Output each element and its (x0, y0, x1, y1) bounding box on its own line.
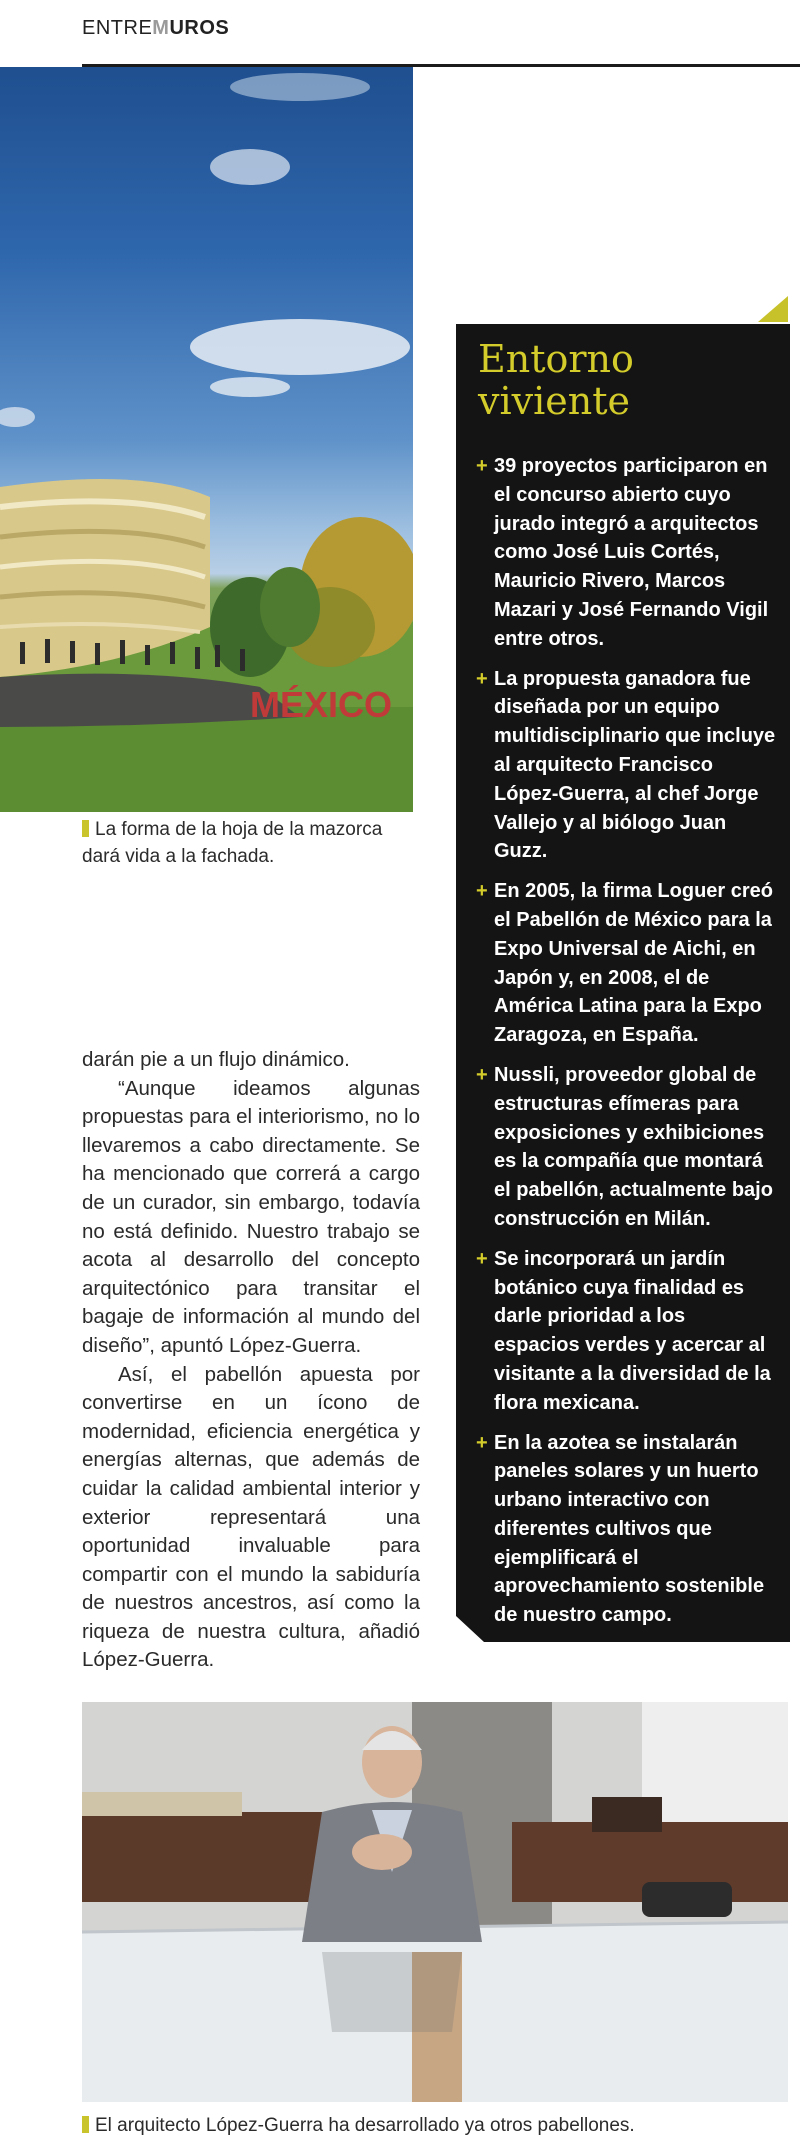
body-paragraph-2: “Aunque ideamos algunas propuestas para el interiorismo, no lo llevaremos a cabo directamente. Se ha mencionado que correrá a cargo de un curador, sin embargo, todavía no está definido. Nuestro trabajo se acota al desarrollo del concepto arquitectónico para transitar el bagaje de información al mundo del diseño”, apuntó López-Guerra. (82, 1076, 420, 1357)
sidebar-list-item: + Nussli, proveedor global de estructuras efímeras para exposiciones y exhibiciones es la compañía que montará el pabellón, actualmente bajo construcción en Milán. (476, 1061, 776, 1234)
plus-icon: + (476, 455, 488, 477)
sidebar-list-item: + En 2005, la firma Loguer creó el Pabellón de México para la Expo Universal de Aichi, en Japón y, en 2008, el de América Latina para la Expo Zaragoza, en España. (476, 877, 776, 1050)
body-paragraph-1: darán pie a un flujo dinámico. (82, 1048, 350, 1071)
pavilion-rendering-illustration (0, 67, 413, 812)
sidebar-list (476, 452, 776, 1641)
sidebar-list-item: + Se incorporará un jardín botánico cuya finalidad es darle prioridad a los espacios verdes y acercar al visitante a la diversidad de la flora mexicana. (476, 1245, 776, 1418)
brand-part-3: UROS (169, 17, 230, 39)
plus-icon: + (476, 1247, 488, 1270)
plus-icon: + (476, 1063, 488, 1086)
caption-top-text: La forma de la hoja de la mazorca dará vida a la fachada. (82, 819, 383, 867)
sidebar-title: Entorno viviente (478, 337, 634, 423)
mexico-sign: MÉXICO (250, 684, 393, 725)
brand-part-1: ENTRE (82, 17, 153, 39)
sidebar-list-item: + En la azotea se instalarán paneles solares y un huerto urbano interactivo con diferentes cultivos que ejemplificará el aprovechamiento sostenible de nuestro campo. (476, 1429, 776, 1631)
sidebar-list-item: + 39 proyectos participaron en el concurso abierto cuyo jurado integró a arquitectos como José Luis Cortés, Mauricio Rivero, Marcos Mazari y José Fernando Vigil entre otros. (476, 452, 776, 654)
caption-bottom-photo (82, 2112, 788, 2139)
caption-marker (82, 2116, 89, 2133)
plus-icon: + (476, 667, 488, 690)
caption-bottom-text: El arquitecto López-Guerra ha desarrollado ya otros pabellones. (95, 2115, 635, 2136)
architect-office-illustration (82, 1702, 788, 2102)
sidebar-corner-accent (758, 296, 788, 322)
brand-part-2: M (152, 17, 170, 39)
caption-top-photo (82, 816, 412, 870)
pavilion-rendering-photo (0, 67, 413, 812)
section-brand (82, 17, 229, 40)
caption-marker (82, 820, 89, 837)
sidebar-list-item: + La propuesta ganadora fue diseñada por un equipo multidisciplinario que incluye al arquitecto Francisco López-Guerra, al chef Jorge Vallejo y al biólogo Juan Guzz. (476, 665, 776, 867)
article-body (82, 1046, 420, 1675)
page-header (0, 0, 800, 66)
body-paragraph-3: Así, el pabellón apuesta por convertirse en un ícono de modernidad, eficiencia energética y energías alternas, que además de cuidar la calidad ambiental interior y exterior representará una oportunidad invaluable para compartir con el mundo la sabiduría de nuestros ancestros, así como la riqueza de nuestra cultura, añadió López-Guerra. (82, 1362, 420, 1672)
plus-icon: + (476, 1431, 488, 1454)
architect-portrait-photo (82, 1702, 788, 2102)
plus-icon: + (476, 880, 488, 903)
